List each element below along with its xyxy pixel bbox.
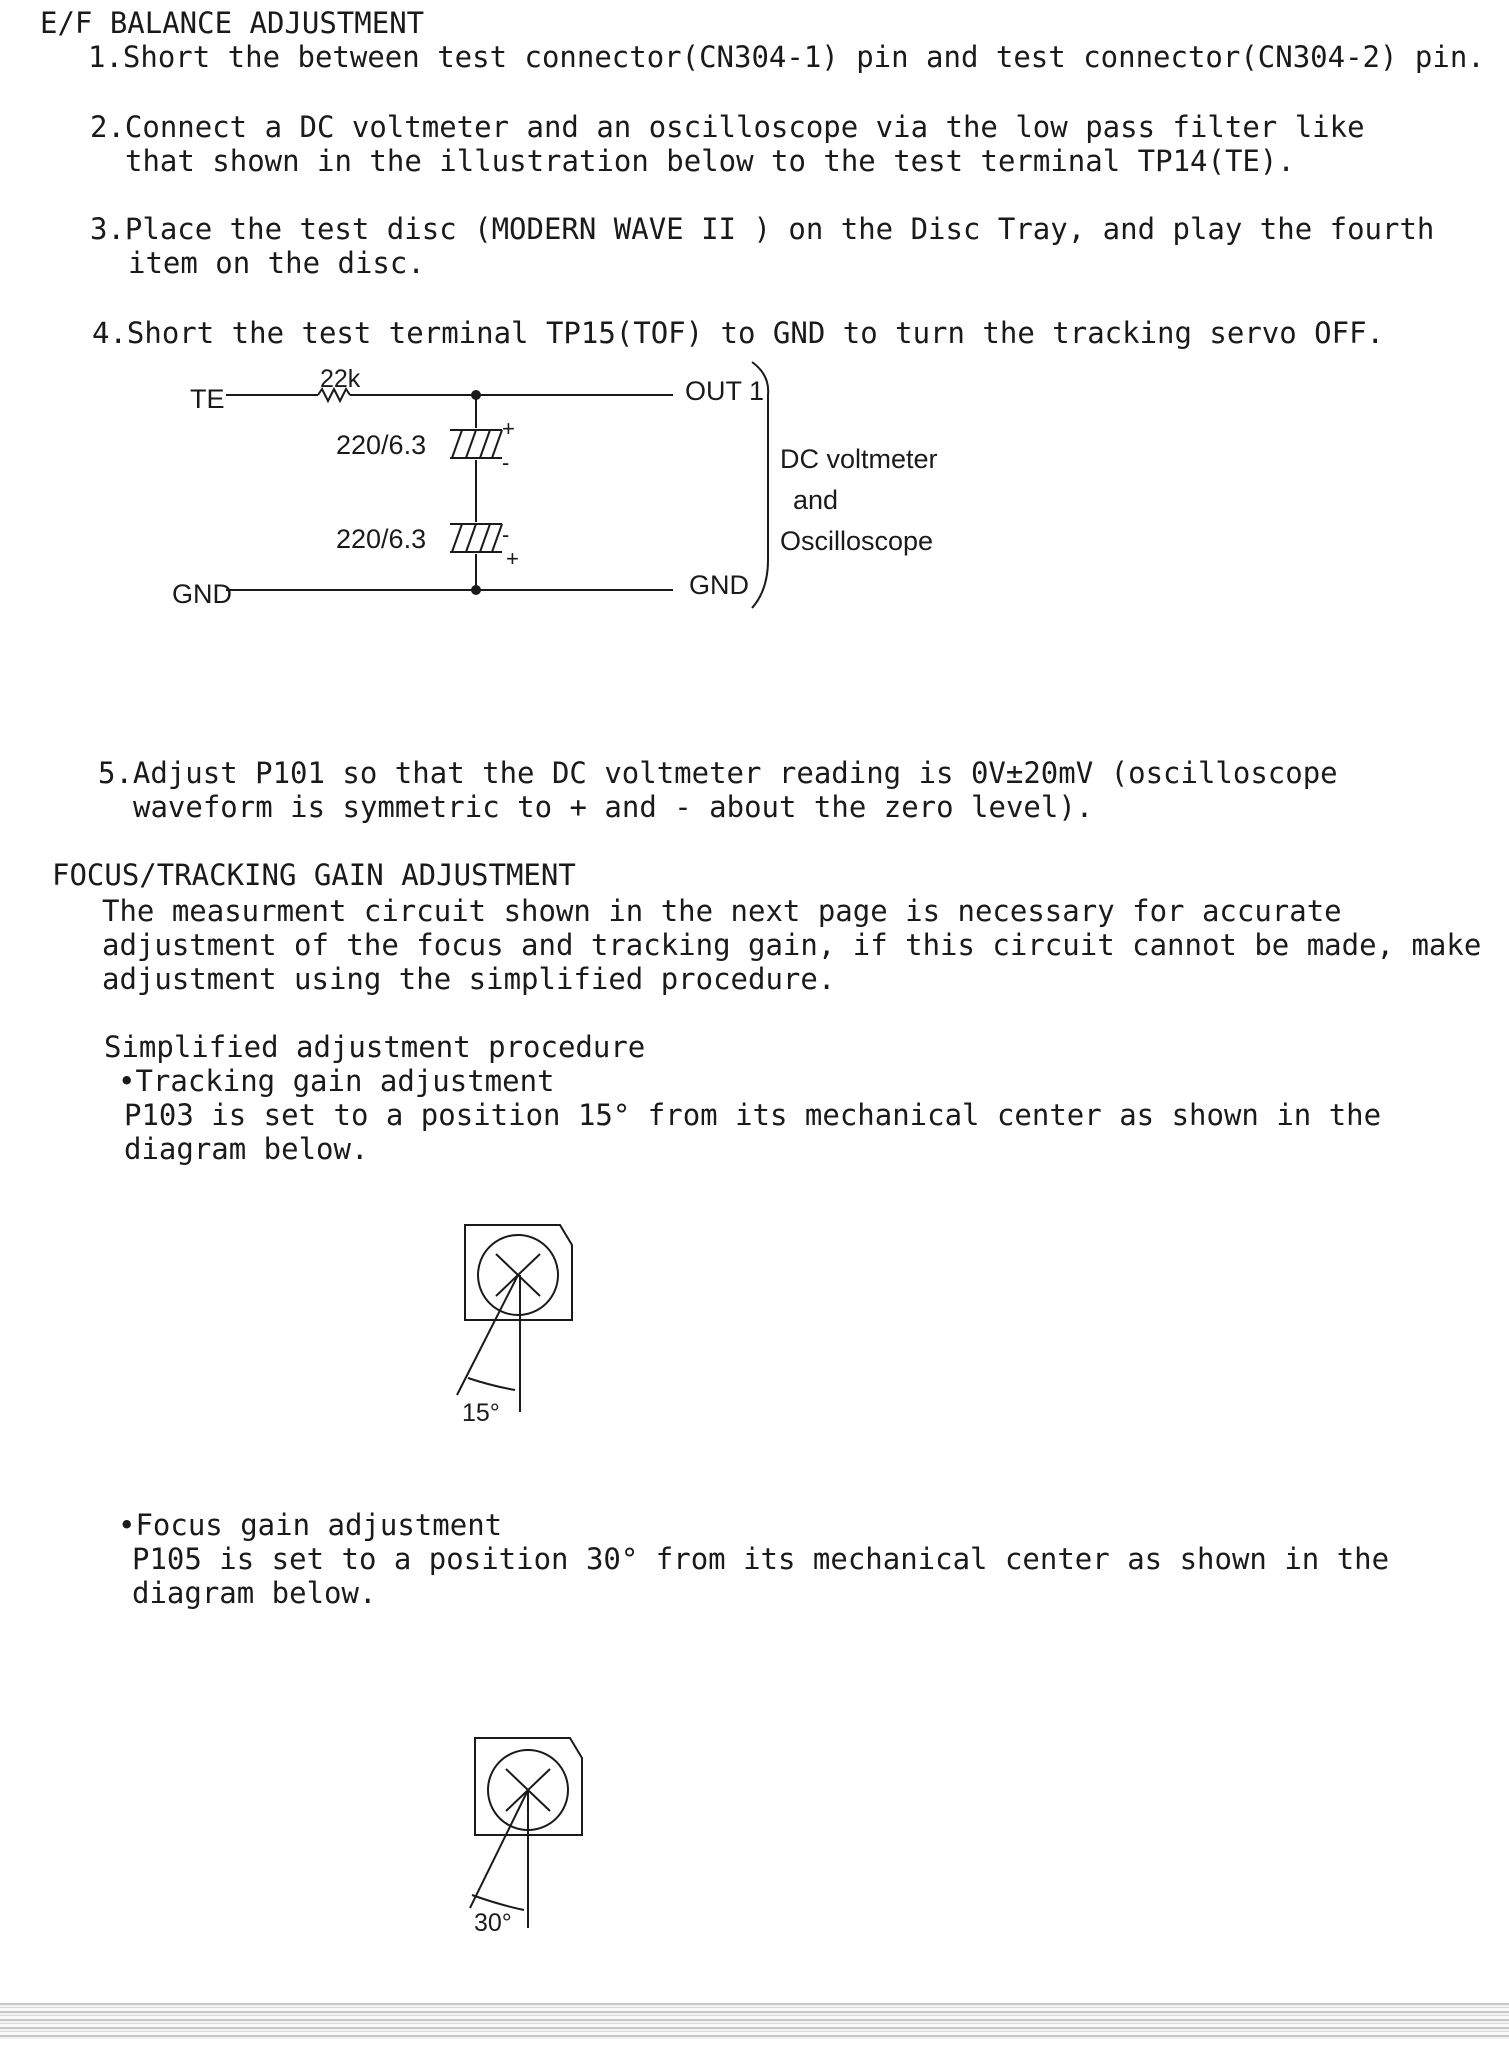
ft-paragraph-line3: adjustment using the simplified procedure. [102,962,836,996]
step-1-text: 1.Short the between test connector(CN304-1) pin and test connector(CN304-2) pin. [88,40,1485,74]
step-2-text-line2: that shown in the illustration below to the test terminal TP14(TE). [125,144,1295,178]
step-4-text: 4.Short the test terminal TP15(TOF) to GND to turn the tracking servo OFF. [92,316,1385,350]
step-3-text-line2: item on the disc. [128,246,425,280]
step-3-text-line1: 3.Place the test disc (MODERN WAVE II ) on the Disc Tray, and play the fourth [90,212,1435,246]
capacitor-1-symbol [450,430,502,458]
step-2-text-line1: 2.Connect a DC voltmeter and an oscilloscope via the low pass filter like [90,110,1365,144]
label-gnd-right: GND [689,570,749,600]
label-resistor-22k: 22k [320,365,361,393]
angle-label-30: 30° [474,1909,512,1937]
tracking-gain-text-line1: P103 is set to a position 15° from its mechanical center as shown in the [124,1098,1382,1132]
focus-gain-text-line2: diagram below. [132,1576,377,1610]
knob-diagram-30 [470,1738,582,1928]
simplified-procedure-title: Simplified adjustment procedure [104,1030,646,1064]
label-and: and [793,485,839,515]
angle-label-15: 15° [462,1399,500,1427]
section-heading-focus-tracking: FOCUS/TRACKING GAIN ADJUSTMENT [52,858,576,892]
ft-paragraph-line1: The measurment circuit shown in the next page is necessary for accurate [102,894,1342,928]
junction-dot-top [471,390,481,400]
label-capacitor-1: 220/6.3 [336,430,427,460]
tracking-gain-text-line2: diagram below. [124,1132,369,1166]
scan-artifact-band [0,2003,1509,2039]
capacitor-2-symbol [450,524,502,552]
label-capacitor-2: 220/6.3 [336,524,427,554]
label-out1: OUT 1 [685,376,765,406]
label-cap2-plus: + [506,546,519,571]
tracking-gain-title: •Tracking gain adjustment [118,1064,555,1098]
junction-dot-bottom [471,585,481,595]
label-oscilloscope: Oscilloscope [780,526,934,556]
section-heading-ef-balance: E/F BALANCE ADJUSTMENT [40,6,425,40]
label-cap1-minus: - [502,450,510,475]
label-gnd-left: GND [172,579,232,609]
label-dc-voltmeter: DC voltmeter [780,444,938,474]
label-cap1-plus: + [502,416,515,441]
knob-diagram-15 [457,1225,572,1412]
step-5-text-line1: 5.Adjust P101 so that the DC voltmeter reading is 0V±20mV (oscilloscope [98,756,1338,790]
focus-gain-title: •Focus gain adjustment [118,1508,503,1542]
ft-paragraph-line2: adjustment of the focus and tracking gain, if this circuit cannot be made, make [102,928,1482,962]
label-cap2-minus: - [502,522,510,547]
step-5-text-line2: waveform is symmetric to + and - about the zero level). [133,790,1094,824]
label-te: TE [190,384,225,414]
focus-gain-text-line1: P105 is set to a position 30° from its mechanical center as shown in the [132,1542,1390,1576]
